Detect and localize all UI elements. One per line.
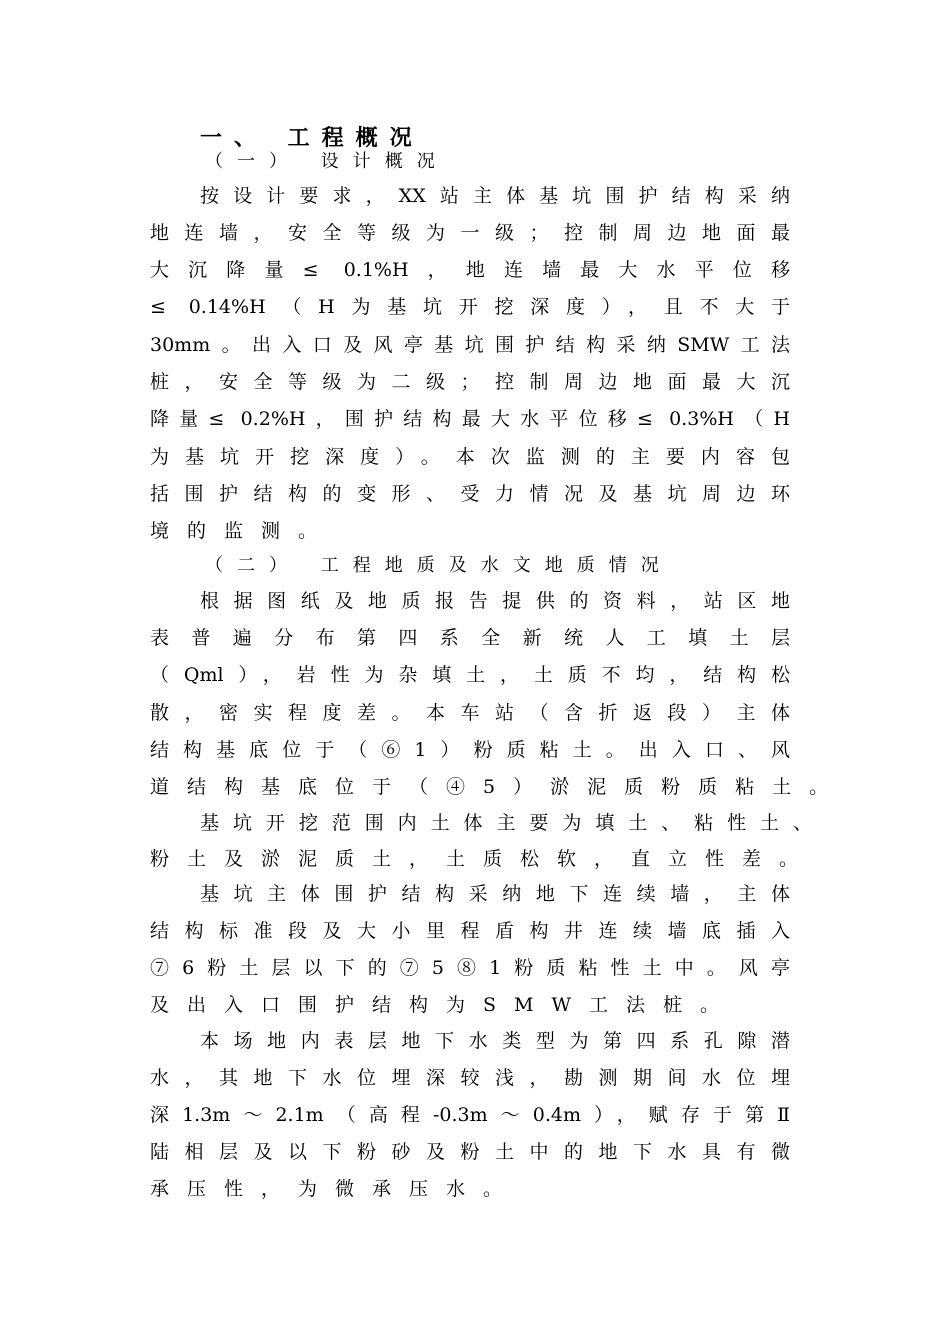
paragraph-line: 降量≤ 0.2%H，围护结构最大水平位移≤ 0.3%H（H <box>150 408 790 430</box>
paragraph-line: 散，密实程度差。本车站（含折返段）主体 <box>150 702 790 724</box>
section-2-title: （二） 工程地质及水文地质情况 <box>205 555 673 576</box>
paragraph-line: 水，其地下水位埋深较浅，勘测期间水位埋 <box>150 1067 790 1089</box>
paragraph-line: 根据图纸及地质报告提供的资料，站区地 <box>200 590 790 612</box>
paragraph-line: 粉土及淤泥质土，土质松软，直立性差。 <box>150 848 817 870</box>
paragraph-line: （Qml），岩性为杂填土，土质不均，结构松 <box>150 664 790 686</box>
paragraph-line: ≤ 0.14%H（H为基坑开挖深度），且不大于 <box>150 296 790 318</box>
paragraph-line: 道结构基底位于（④5）淤泥质粉质粘土。 <box>150 776 847 798</box>
section-1-title: （一） 设计概况 <box>205 151 449 172</box>
paragraph-line: 结构基底位于（⑥1）粉质粘土。出入口、风 <box>150 739 790 761</box>
paragraph-line: 承压性，为微承压水。 <box>150 1178 521 1200</box>
paragraph-line: 深1.3m～2.1m（高程-0.3m～0.4m），赋存于第Ⅱ <box>150 1104 790 1126</box>
paragraph-line: 及出入口围护结构为SMW工法桩。 <box>150 994 738 1016</box>
paragraph-line: 为基坑开挖深度）。本次监测的主要内容包 <box>150 446 790 468</box>
paragraph-line: 本场地内表层地下水类型为第四系孔隙潜 <box>200 1030 790 1052</box>
paragraph-line: 地连墙，安全等级为一级；控制周边地面最 <box>150 222 790 244</box>
paragraph-line: 桩，安全等级为二级；控制周边地面最大沉 <box>150 371 790 393</box>
paragraph-line: ⑦6粉土层以下的⑦5⑧1粉质粘性土中。风亭 <box>150 957 790 979</box>
chapter-heading: 一、 工程概况 <box>200 125 424 151</box>
paragraph-line: 基坑开挖范围内土体主要为填土、粘性土、 <box>200 812 812 834</box>
paragraph-line: 基坑主体围护结构采纳地下连续墙，主体 <box>200 883 790 905</box>
paragraph-line: 表普遍分布第四系全新统人工填土层 <box>150 627 790 649</box>
paragraph-line: 按设计要求，XX站主体基坑围护结构采纳 <box>200 185 790 207</box>
paragraph-line: 括围护结构的变形、受力情况及基坑周边环 <box>150 483 790 505</box>
paragraph-line: 境的监测。 <box>150 520 336 542</box>
paragraph-line: 30mm。出入口及风亭基坑围护结构采纳SMW工法 <box>150 334 790 356</box>
paragraph-line: 大沉降量≤ 0.1%H，地连墙最大水平位移 <box>150 259 790 281</box>
paragraph-line: 陆相层及以下粉砂及粉土中的地下水具有微 <box>150 1141 790 1163</box>
paragraph-line: 结构标准段及大小里程盾构井连续墙底插入 <box>150 920 790 942</box>
